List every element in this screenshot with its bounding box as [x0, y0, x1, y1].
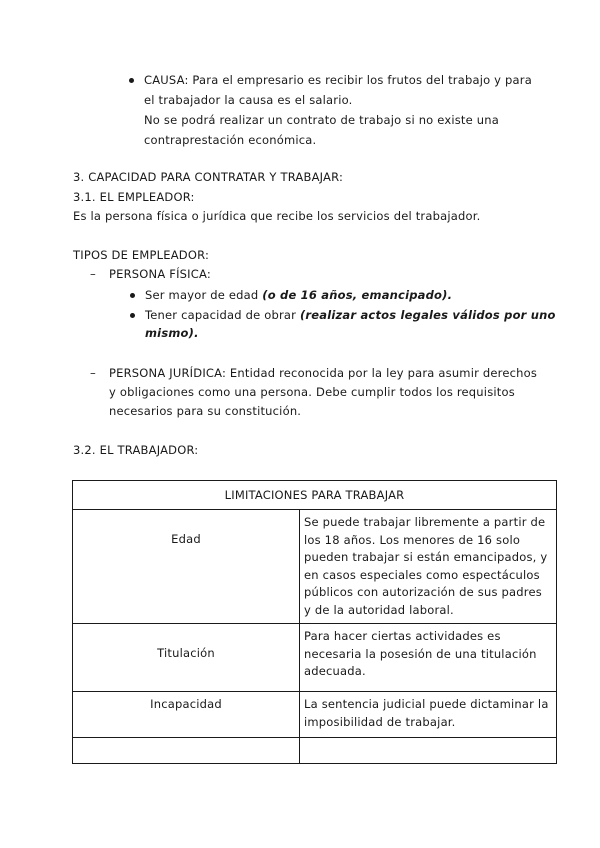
causa-label: CAUSA: — [144, 73, 189, 87]
juridica-text-1: Entidad reconocida por la ley para asumir derechos — [226, 366, 538, 380]
table-row-empty — [73, 738, 557, 764]
fisica-item-2-text: Tener capacidad de obrar — [145, 308, 300, 322]
table-row-desc: La sentencia judicial puede dictaminar la imposibilidad de trabajar. — [300, 692, 557, 738]
table-row — [73, 510, 557, 624]
table-empty-cell — [300, 738, 557, 764]
persona-fisica-title: PERSONA FÍSICA: — [109, 267, 211, 281]
table-row-desc: Se puede trabajar libremente a partir de los 18 años. Los menores de 16 solo pueden trabajar si están emancipados, y en casos especiales como espectáculos públicos con autorización de sus padres y de la autoridad laboral. — [300, 510, 557, 624]
section-3-1-heading: 3.1. EL EMPLEADOR: — [73, 190, 195, 204]
fisica-item-2-note: (realizar actos legales válidos por uno — [299, 308, 556, 322]
table-row-desc: Para hacer ciertas actividades es necesaria la posesión de una titulación adecuada. — [300, 624, 557, 692]
causa-line-3: No se podrá realizar un contrato de trabajo si no existe una — [144, 113, 500, 127]
limitaciones-table — [72, 480, 557, 764]
fisica-item-2-note-cont: mismo). — [145, 326, 199, 340]
empleador-definition: Es la persona física o jurídica que recibe los servicios del trabajador. — [73, 209, 481, 223]
bullet-icon — [130, 293, 135, 298]
table-empty-cell — [73, 738, 300, 764]
causa-text-1: Para el empresario es recibir los frutos del trabajo y para — [188, 73, 532, 87]
juridica-line-3: necesarios para su constitución. — [109, 404, 302, 418]
fisica-item-1-text: Ser mayor de edad — [145, 288, 263, 302]
table-row-label: Edad — [73, 510, 300, 624]
juridica-line-2: y obligaciones como una persona. Debe cumplir todos los requisitos — [109, 385, 515, 399]
section-3-2-heading: 3.2. EL TRABAJADOR: — [73, 443, 199, 457]
fisica-item-2 — [145, 306, 556, 325]
table-row-label: Incapacidad — [73, 692, 300, 738]
bullet-icon — [130, 313, 135, 318]
table-title: LIMITACIONES PARA TRABAJAR — [73, 481, 557, 510]
persona-juridica-title: PERSONA JURÍDICA: — [109, 366, 227, 380]
fisica-item-1-note: (o de 16 años, emancipado). — [262, 288, 453, 302]
table-row — [73, 624, 557, 692]
bullet-icon — [129, 78, 134, 83]
causa-line-2: el trabajador la causa es el salario. — [144, 93, 353, 107]
juridica-line-1 — [109, 364, 537, 383]
table-row — [73, 692, 557, 738]
dash-icon: – — [90, 267, 96, 281]
dash-icon: – — [90, 366, 96, 380]
causa-line-1 — [144, 71, 532, 90]
causa-line-4: contraprestación económica. — [144, 133, 317, 147]
fisica-item-1 — [145, 286, 452, 305]
table-header-row — [73, 481, 557, 510]
tipos-heading: TIPOS DE EMPLEADOR: — [73, 248, 210, 262]
table-row-label: Titulación — [73, 624, 300, 692]
section-3-heading: 3. CAPACIDAD PARA CONTRATAR Y TRABAJAR: — [73, 170, 344, 184]
